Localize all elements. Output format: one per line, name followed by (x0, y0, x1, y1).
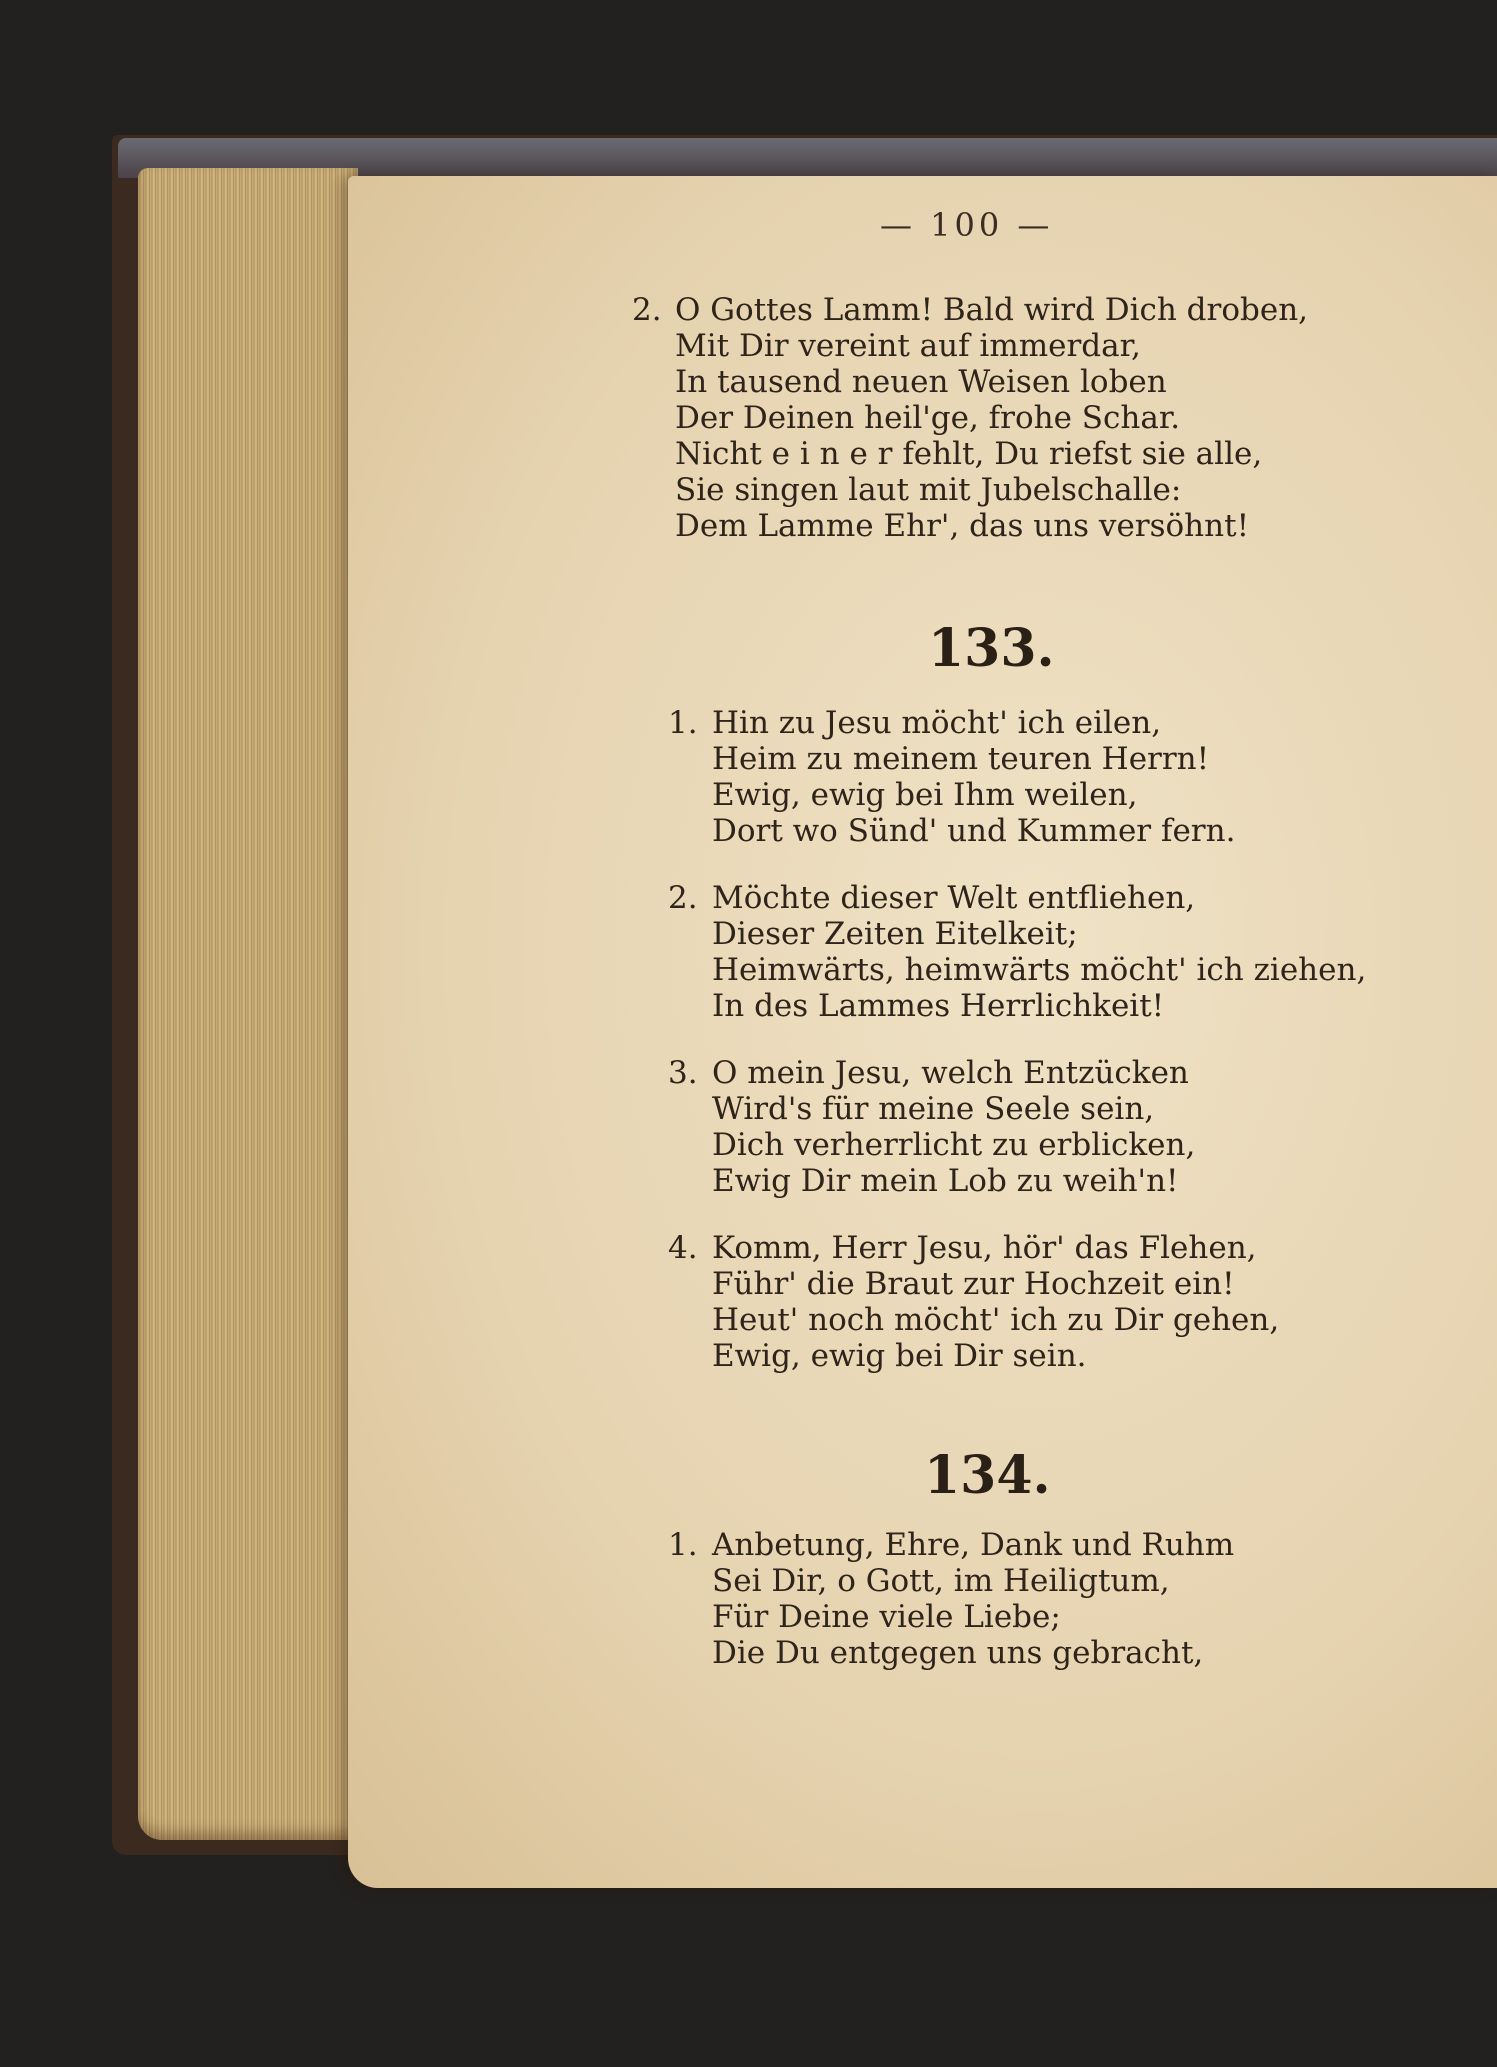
verse-line: In tausend neuen Weisen loben (675, 364, 1167, 400)
hymn-number: 133. (928, 618, 1055, 679)
verse-number: 2. (632, 292, 662, 328)
verse-line: Heim zu meinem teuren Herrn! (712, 741, 1210, 777)
verse-number: 1. (668, 705, 698, 741)
verse-line: Dich verherrlicht zu erblicken, (712, 1127, 1196, 1163)
verse-line: Hin zu Jesu möcht' ich eilen, (712, 705, 1162, 741)
verse-line: Sie singen laut mit Jubelschalle: (675, 472, 1182, 508)
verse-number: 1. (668, 1527, 698, 1563)
verse-line: Anbetung, Ehre, Dank und Ruhm (712, 1527, 1235, 1563)
verse-line: Ewig, ewig bei Ihm weilen, (712, 777, 1138, 813)
verse-number: 3. (668, 1055, 698, 1091)
verse-line: Dort wo Sünd' und Kummer fern. (712, 813, 1236, 849)
verse-line: In des Lammes Herrlichkeit! (712, 988, 1165, 1024)
verse-line: Ewig Dir mein Lob zu weih'n! (712, 1163, 1179, 1199)
hymn-number: 134. (924, 1445, 1051, 1506)
verse-line: Sei Dir, o Gott, im Heiligtum, (712, 1563, 1170, 1599)
verse-line: Ewig, ewig bei Dir sein. (712, 1338, 1087, 1374)
verse-line: Komm, Herr Jesu, hör' das Flehen, (712, 1230, 1257, 1266)
page-edges (138, 168, 358, 1840)
verse-line: O Gottes Lamm! Bald wird Dich droben, (675, 292, 1309, 328)
verse-line: Wird's für meine Seele sein, (712, 1091, 1155, 1127)
page-number: — 100 — (880, 206, 1054, 244)
verse-line: Mit Dir vereint auf immerdar, (675, 328, 1141, 364)
verse-line: Nicht e i n e r fehlt, Du riefst sie alle, (675, 436, 1263, 472)
verse-number: 2. (668, 880, 698, 916)
verse-line: Dieser Zeiten Eitelkeit; (712, 916, 1078, 952)
verse-line: Die Du entgegen uns gebracht, (712, 1635, 1204, 1671)
verse-line: O mein Jesu, welch Entzücken (712, 1055, 1189, 1091)
verse-line: Für Deine viele Liebe; (712, 1599, 1061, 1635)
verse-line: Möchte dieser Welt entfliehen, (712, 880, 1196, 916)
verse-line: Führ' die Braut zur Hochzeit ein! (712, 1266, 1235, 1302)
verse-line: Heimwärts, heimwärts möcht' ich ziehen, (712, 952, 1367, 988)
verse-line: Der Deinen heil'ge, frohe Schar. (675, 400, 1181, 436)
verse-number: 4. (668, 1230, 698, 1266)
verse-line: Heut' noch möcht' ich zu Dir gehen, (712, 1302, 1280, 1338)
verse-line: Dem Lamme Ehr', das uns versöhnt! (675, 508, 1250, 544)
